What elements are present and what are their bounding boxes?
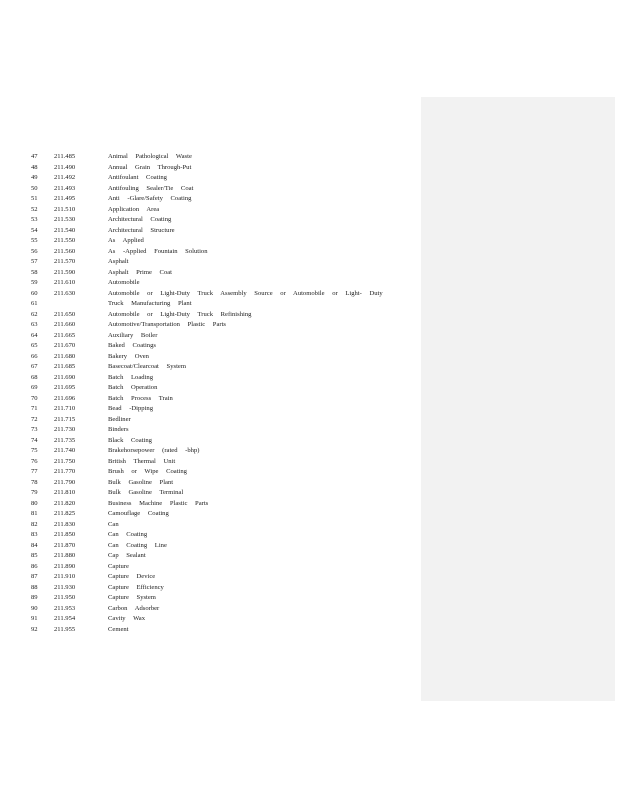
line-number: 84 — [31, 541, 38, 549]
term-text: Can Coating Line — [108, 541, 167, 549]
line-number: 82 — [31, 520, 38, 528]
line-number: 83 — [31, 531, 38, 538]
line-number: 52 — [31, 205, 38, 213]
section-code: 211.570 — [54, 258, 76, 265]
list-item — [0, 373, 421, 384]
list-item — [0, 299, 421, 310]
term-text: Antifoulant Coating — [108, 174, 167, 181]
section-code: 211.955 — [54, 625, 76, 633]
term-text: Can Coating — [108, 531, 148, 538]
term-text: Batch Operation — [108, 384, 158, 391]
list-item — [0, 268, 421, 279]
list-item — [0, 383, 421, 394]
section-code: 211.630 — [54, 289, 76, 297]
line-number: 78 — [31, 478, 38, 486]
line-number: 72 — [31, 415, 38, 423]
line-number: 76 — [31, 457, 38, 465]
list-item — [0, 457, 421, 468]
section-code: 211.650 — [54, 310, 76, 318]
line-number: 60 — [31, 289, 38, 297]
list-item — [0, 310, 421, 321]
list-item — [0, 247, 421, 258]
line-number: 50 — [31, 184, 38, 192]
list-item — [0, 604, 421, 615]
section-code: 211.810 — [54, 489, 76, 496]
line-number: 64 — [31, 331, 38, 339]
term-text: Bulk Gasoline Terminal — [108, 489, 184, 496]
term-text: Bedliner — [108, 415, 131, 423]
line-number: 68 — [31, 373, 38, 381]
section-code: 211.670 — [54, 342, 76, 349]
section-code: 211.715 — [54, 415, 76, 423]
line-number: 85 — [31, 552, 38, 559]
term-text: British Thermal Unit — [108, 457, 176, 465]
list-item — [0, 425, 421, 436]
term-text: Anti -Glare/Safety Coating — [108, 195, 192, 202]
section-code: 211.495 — [54, 195, 76, 202]
line-number: 77 — [31, 468, 38, 475]
line-number: 89 — [31, 594, 38, 601]
section-code: 211.954 — [54, 615, 76, 622]
section-code: 211.665 — [54, 331, 76, 339]
section-code: 211.695 — [54, 384, 76, 391]
line-number: 87 — [31, 573, 38, 580]
list-item — [0, 194, 421, 205]
term-text: Batch Loading — [108, 373, 154, 381]
list-item — [0, 415, 421, 426]
section-code: 211.740 — [54, 447, 76, 454]
section-code: 211.530 — [54, 216, 76, 223]
line-number: 59 — [31, 279, 38, 286]
term-text: Automotive/Transportation Plastic Parts — [108, 321, 226, 328]
term-text: Architectural Structure — [108, 226, 175, 234]
line-number: 62 — [31, 310, 38, 318]
term-text: Automobile or Light-Duty Truck Assembly Source or Automobile or Light- Duty — [108, 289, 383, 297]
section-code: 211.660 — [54, 321, 76, 328]
term-text: Truck Manufacturing Plant — [108, 300, 192, 307]
term-text: Capture System — [108, 594, 156, 601]
list-item — [0, 215, 421, 226]
section-code: 211.710 — [54, 405, 76, 412]
line-number: 47 — [31, 153, 38, 160]
term-text: Black Coating — [108, 436, 152, 444]
list-item — [0, 394, 421, 405]
term-text: Asphalt Prime Coat — [108, 268, 173, 276]
list-item — [0, 205, 421, 216]
list-item — [0, 593, 421, 604]
term-text: As -Applied Fountain Solution — [108, 247, 208, 255]
section-code: 211.735 — [54, 436, 76, 444]
section-code: 211.492 — [54, 174, 76, 181]
term-text: Bulk Gasoline Plant — [108, 478, 174, 486]
list-item — [0, 320, 421, 331]
term-text: Bead -Dipping — [108, 405, 154, 412]
list-item — [0, 562, 421, 573]
section-code: 211.610 — [54, 279, 76, 286]
line-number: 79 — [31, 489, 38, 496]
list-item — [0, 404, 421, 415]
line-number: 67 — [31, 363, 38, 370]
term-text: Binders — [108, 426, 129, 433]
term-text: Camouflage Coating — [108, 510, 169, 517]
line-number: 74 — [31, 436, 38, 444]
list-item — [0, 499, 421, 510]
term-text: Architectural Coating — [108, 216, 172, 223]
list-item — [0, 152, 421, 163]
list-item — [0, 467, 421, 478]
line-number: 86 — [31, 562, 38, 570]
list-item — [0, 583, 421, 594]
section-code: 211.685 — [54, 363, 76, 370]
line-number: 53 — [31, 216, 38, 223]
term-text: Carbon Adsorber — [108, 604, 160, 612]
line-number: 92 — [31, 625, 38, 633]
list-item — [0, 446, 421, 457]
list-item — [0, 478, 421, 489]
section-code: 211.490 — [54, 163, 76, 171]
line-number: 73 — [31, 426, 38, 433]
section-code: 211.690 — [54, 373, 76, 381]
section-code: 211.825 — [54, 510, 76, 517]
term-text: Animal Pathological Waste — [108, 153, 192, 160]
term-text: Cavity Wax — [108, 615, 146, 622]
term-text: Antifouling Sealer/Tie Coat — [108, 184, 194, 192]
list-item — [0, 530, 421, 541]
section-code: 211.830 — [54, 520, 76, 528]
term-text: Bakery Oven — [108, 352, 149, 360]
line-number: 63 — [31, 321, 38, 328]
term-text: Automobile or Light-Duty Truck Refinishing — [108, 310, 252, 318]
section-code: 211.730 — [54, 426, 76, 433]
line-number: 65 — [31, 342, 38, 349]
list-item — [0, 173, 421, 184]
list-item — [0, 362, 421, 373]
section-code: 211.950 — [54, 594, 76, 601]
section-code: 211.540 — [54, 226, 76, 234]
section-code: 211.910 — [54, 573, 76, 580]
list-item — [0, 614, 421, 625]
list-item — [0, 341, 421, 352]
term-text: Asphalt — [108, 258, 129, 265]
list-item — [0, 226, 421, 237]
list-item — [0, 436, 421, 447]
line-number: 66 — [31, 352, 38, 360]
line-number: 80 — [31, 499, 38, 507]
list-item — [0, 520, 421, 531]
term-text: Capture Efficiency — [108, 583, 164, 591]
list-item — [0, 289, 421, 300]
section-code: 211.870 — [54, 541, 76, 549]
term-text: Auxiliary Boiler — [108, 331, 158, 339]
section-code: 211.790 — [54, 478, 76, 486]
section-code: 211.493 — [54, 184, 76, 192]
list-item — [0, 488, 421, 499]
term-text: Business Machine Plastic Parts — [108, 499, 209, 507]
list-item — [0, 236, 421, 247]
section-code: 211.510 — [54, 205, 76, 213]
section-code: 211.930 — [54, 583, 76, 591]
line-number: 69 — [31, 384, 38, 391]
term-text: Automobile — [108, 279, 140, 286]
list-item — [0, 541, 421, 552]
section-code: 211.550 — [54, 237, 76, 244]
line-number: 55 — [31, 237, 38, 244]
list-item — [0, 352, 421, 363]
list-item — [0, 551, 421, 562]
line-number: 71 — [31, 405, 38, 412]
term-text: Can — [108, 520, 119, 528]
section-code: 211.680 — [54, 352, 76, 360]
line-number: 57 — [31, 258, 38, 265]
section-code: 211.770 — [54, 468, 76, 475]
section-code: 211.953 — [54, 604, 76, 612]
line-number: 56 — [31, 247, 38, 255]
term-text: Brush or Wipe Coating — [108, 468, 187, 475]
line-number: 91 — [31, 615, 38, 622]
line-number: 88 — [31, 583, 38, 591]
list-item — [0, 625, 421, 636]
line-number: 49 — [31, 174, 38, 181]
section-code: 211.590 — [54, 268, 76, 276]
line-number: 54 — [31, 226, 38, 234]
term-text: Application Area — [108, 205, 160, 213]
line-number: 90 — [31, 604, 38, 612]
section-code: 211.850 — [54, 531, 76, 538]
term-text: As Applied — [108, 237, 144, 244]
list-item — [0, 278, 421, 289]
list-item — [0, 509, 421, 520]
section-code: 211.820 — [54, 499, 76, 507]
line-number: 61 — [31, 300, 38, 307]
list-item — [0, 163, 421, 174]
section-code: 211.696 — [54, 394, 76, 402]
term-text: Capture — [108, 562, 129, 570]
section-code: 211.485 — [54, 153, 76, 160]
list-item — [0, 572, 421, 583]
term-text: Batch Process Train — [108, 394, 173, 402]
section-code: 211.890 — [54, 562, 76, 570]
line-number: 58 — [31, 268, 38, 276]
term-text: Brakehorsepower (rated -bhp) — [108, 447, 200, 454]
list-item — [0, 331, 421, 342]
term-text: Baked Coatings — [108, 342, 156, 349]
term-text: Cap Sealant — [108, 552, 146, 559]
line-number: 70 — [31, 394, 38, 402]
line-number: 48 — [31, 163, 38, 171]
section-code: 211.750 — [54, 457, 76, 465]
line-number: 51 — [31, 195, 38, 202]
term-text: Cement — [108, 625, 129, 633]
term-text: Capture Device — [108, 573, 156, 580]
line-number: 81 — [31, 510, 38, 517]
section-code: 211.880 — [54, 552, 76, 559]
comment-margin — [421, 97, 615, 701]
section-code: 211.560 — [54, 247, 76, 255]
list-item — [0, 184, 421, 195]
line-number: 75 — [31, 447, 38, 454]
term-text: Annual Grain Through-Put — [108, 163, 192, 171]
term-text: Basecoat/Clearcoat System — [108, 363, 186, 370]
list-item — [0, 257, 421, 268]
